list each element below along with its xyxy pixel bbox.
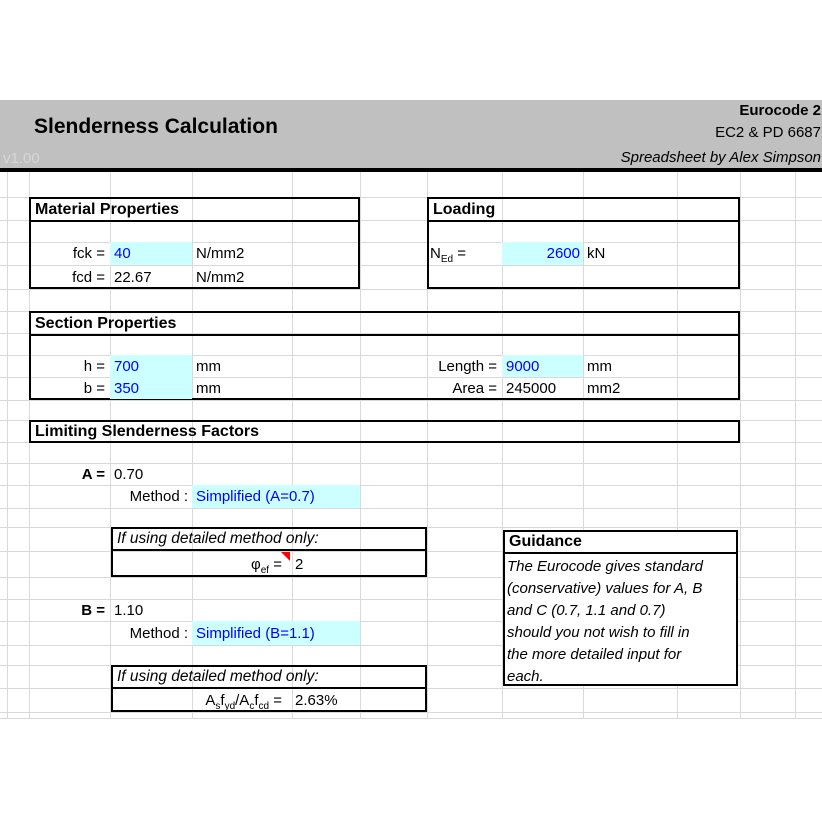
gridline (7, 172, 8, 719)
h-input-cell[interactable]: 700 (110, 355, 192, 377)
b-input-cell[interactable]: 350 (110, 377, 192, 399)
guidance-line: each. (507, 667, 544, 685)
material-properties-title: Material Properties (31, 199, 358, 222)
factor-a-value: 0.70 (114, 465, 144, 483)
method-b-label: Method : (129, 624, 188, 642)
ned-unit: kN (587, 245, 606, 262)
section-properties-title: Section Properties (31, 313, 738, 336)
gridline (0, 400, 822, 401)
b-unit: mm (196, 379, 221, 397)
phi-ef-value[interactable]: 2 (295, 555, 304, 573)
asfyd-label: $A_sf_{yd}/A_cf_{cd}$ = (205, 691, 282, 712)
guidance-line: The Eurocode gives standard (507, 557, 703, 575)
guidance-line: the more detailed input for (507, 645, 682, 663)
gridline (0, 718, 822, 719)
guidance-line: should you not wish to fill in (507, 623, 690, 641)
detail-b-header: If using detailed method only: (113, 667, 425, 689)
detail-a-header: If using detailed method only: (113, 529, 425, 551)
fcd-label: fcd = (72, 269, 105, 286)
ned-input-cell[interactable]: 2600 (502, 242, 583, 265)
guidance-line: and C (0.7, 1.1 and 0.7) (507, 601, 666, 619)
b-label: b = (83, 379, 105, 397)
comment-flag-icon (281, 552, 290, 561)
gridline (0, 289, 822, 290)
fcd-unit: N/mm2 (196, 269, 245, 286)
fcd-value: 22.67 (114, 269, 152, 286)
ned-label: $N_{Ed}$ = (430, 245, 467, 265)
gridline (740, 172, 741, 719)
fck-unit: N/mm2 (196, 245, 245, 262)
factor-b-label: B = (81, 601, 105, 619)
title-banner (0, 100, 822, 172)
fck-label: fck = (72, 245, 105, 262)
byline: Spreadsheet by Alex Simpson (620, 149, 821, 166)
asfyd-value: 2.63% (295, 691, 338, 709)
guidance-title: Guidance (505, 532, 736, 554)
gridline (795, 172, 796, 719)
phi-ef-label: $\varphi_{ef}$ = (250, 555, 282, 576)
length-input-cell[interactable]: 9000 (502, 355, 583, 377)
fck-input-cell[interactable]: 40 (110, 242, 192, 265)
factor-b-value: 1.10 (114, 601, 144, 619)
guidance-line: (conservative) values for A, B (507, 579, 703, 597)
limiting-factors-box (29, 420, 740, 443)
gridline (0, 508, 822, 509)
method-a-label: Method : (129, 488, 188, 505)
sheet-title: Slenderness Calculation (34, 115, 278, 138)
method-b-input-cell[interactable]: Simplified (B=1.1) (192, 621, 360, 645)
length-unit: mm (587, 357, 612, 375)
loading-title: Loading (429, 199, 738, 222)
gridline (0, 712, 822, 713)
gridline (360, 172, 361, 719)
area-label: Area = (452, 379, 497, 397)
length-label: Length = (438, 357, 497, 375)
h-label: h = (83, 357, 105, 375)
limiting-factors-title: Limiting Slenderness Factors (35, 422, 260, 440)
area-value: 245000 (506, 379, 557, 397)
method-a-input-cell[interactable]: Simplified (A=0.7) (192, 485, 360, 508)
h-unit: mm (196, 357, 221, 375)
version-label: v1.00 (3, 150, 40, 167)
area-unit: mm2 (587, 379, 621, 397)
factor-a-label: A = (81, 465, 105, 483)
code-name: Eurocode 2 (739, 102, 821, 119)
code-refs: EC2 & PD 6687 (715, 124, 821, 141)
